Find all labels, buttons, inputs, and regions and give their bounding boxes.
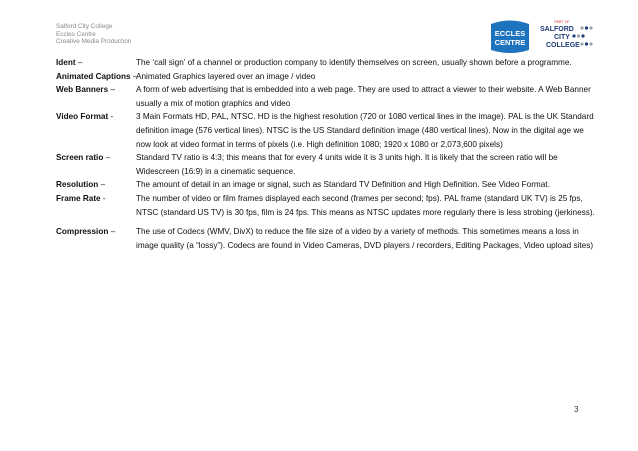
glossary-definition: The ‘call sign’ of a channel or production company to identify themselves on screen, usually shown before a programme. [136, 58, 572, 67]
part-of-label: PART OF [554, 20, 570, 24]
glossary-definition: The use of Codecs (WMV, DivX) to reduce the file size of a video by a variety of methods. This sometimes means a loss in image quality (a “lossy”). Codecs are found in Video Cameras, DVD players / recorders, Editing Packages, Video upload sites) [136, 227, 594, 250]
glossary-definition: The amount of detail in an image or signal, such as Standard TV Definition and High Definition. See Video Format. [136, 180, 550, 190]
salford-logo-line1: SALFORD [540, 26, 574, 33]
glossary-definition: The number of video or film frames displayed each second (frames per second; fps). PAL frame (standard UK TV) is 25 fps, NTSC (standard US TV) is 30 fps, film is 24 fps. This means as NTSC updates more regularly there is less strobing (jerkiness). [136, 193, 595, 217]
glossary-term: Compression – [56, 227, 116, 237]
eccles-logo-line2: CENTRE [494, 38, 526, 47]
eccles-logo-line1: ECCLES [494, 29, 526, 38]
glossary-entry-animated-captions [56, 70, 596, 84]
glossary-term: Resolution – [56, 180, 106, 190]
eccles-centre-logo [488, 20, 532, 54]
glossary-term: Screen ratio – [56, 153, 111, 163]
salford-city-college-logo [538, 18, 594, 54]
glossary-definition: Animated Graphics layered over an image / video [136, 71, 316, 81]
glossary-entry-ident [56, 56, 596, 70]
glossary-term: Frame Rate - [56, 193, 106, 203]
page-number: 3 [574, 405, 579, 414]
glossary-entry-screen-ratio [56, 151, 596, 178]
salford-logo-line3: COLLEGE [546, 42, 580, 49]
glossary-entry-video-format [56, 110, 596, 151]
glossary-list [56, 56, 596, 252]
college-name: Salford City College [56, 23, 113, 30]
salford-logo-line2: CITY [554, 34, 570, 41]
glossary-definition: A form of web advertising that is embedded into a web page. They are used to attract a viewer to their website. A Web Banner usually a mix of motion graphics and video [136, 85, 591, 108]
glossary-term: Video Format - [56, 112, 114, 122]
department-name: Creative Media Production [56, 38, 132, 46]
glossary-definition: Standard TV ratio is 4:3; this means that for every 4 units wide it is 3 units high. It is likely that the screen ratio will be Widescreen (16:9) in a cinematic sequence. [136, 153, 558, 176]
glossary-entry-resolution [56, 178, 596, 192]
glossary-entry-compression [56, 225, 596, 252]
header-text [56, 23, 131, 46]
glossary-entry-web-banners [56, 83, 596, 110]
glossary-term: Web Banners – [56, 85, 116, 95]
glossary-term: Ident – [56, 58, 83, 67]
glossary-term: Animated Captions – [56, 71, 138, 81]
glossary-entry-frame-rate [56, 192, 596, 219]
centre-name: Eccles Centre [56, 30, 96, 38]
glossary-definition: 3 Main Formats HD, PAL, NTSC. HD is the highest resolution (720 or 1080 vertical lines in the image). PAL is the UK Standard definition image (576 vertical lines). NTSC is the US Standard definition image (480 vertical lines). Now in the digital age we now look at video format in terms of pixels (i.e. High definition 1080; 1920 x 1080 or 2,073,600 pixels) [136, 112, 594, 149]
